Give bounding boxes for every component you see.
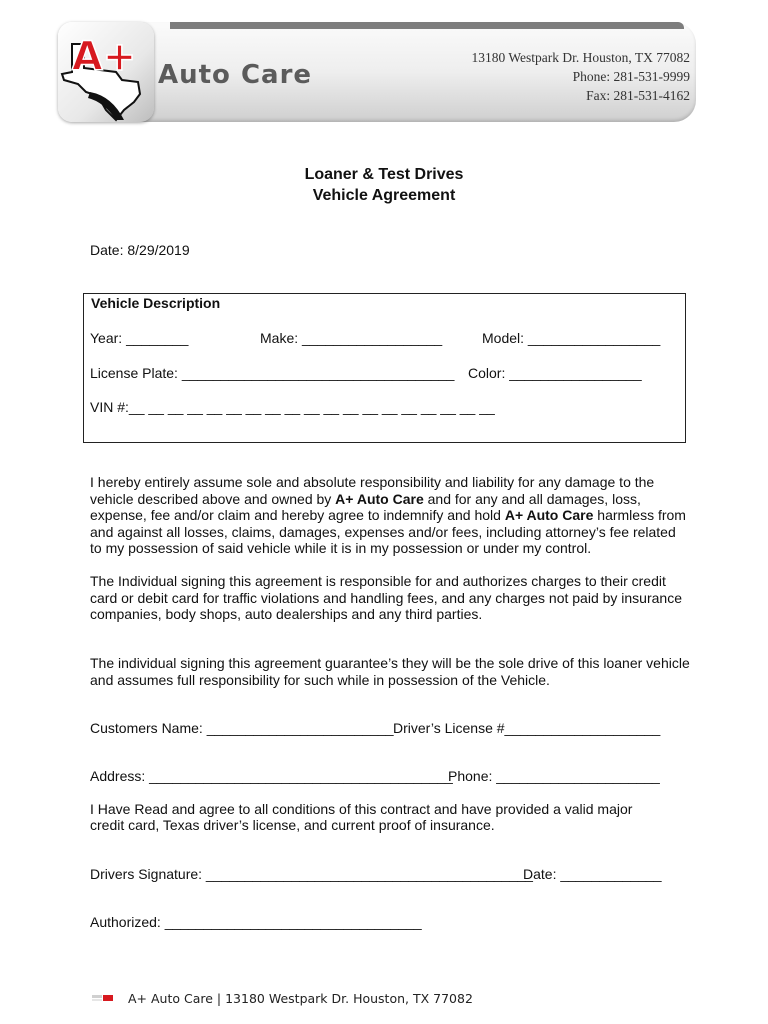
logo-a-plus-letters: A+ [71,34,137,80]
agreement-statement-line-1: I Have Read and agree to all conditions of this contract and have provided a valid major [90,801,633,817]
drivers-license-field[interactable]: Driver’s License #____________________ [393,720,661,736]
document-title-line-2: Vehicle Agreement [312,187,456,204]
liability-text-part-1: I hereby entirely assume sole and absolute responsibility and liability for any damage to the vehicle described above and owned by [90,474,655,507]
brand-mention: A+ Auto Care [504,507,594,523]
company-logo [58,22,154,122]
brand-name: Auto Care [158,60,313,90]
vin-field[interactable]: VIN #:__ __ __ __ __ __ __ __ __ __ __ __ __ __ __ __ __ __ __ [90,399,495,415]
footer-company-line: A+ Auto Care | 13180 Westpark Dr. Houston, TX 77082 [128,991,473,1006]
liability-paragraph [90,474,690,557]
phone-field[interactable]: Phone: _____________________ [448,768,660,784]
vehicle-color-field[interactable]: Color: _________________ [468,365,642,381]
company-phone: Phone: 281-531-9999 [572,69,690,84]
agreement-statement-line-2: credit card, Texas driver’s license, and current proof of insurance. [90,817,495,833]
company-address: 13180 Westpark Dr. Houston, TX 77082 [471,50,690,65]
vehicle-make-field[interactable]: Make: __________________ [260,330,443,346]
signature-date-field[interactable]: Date: _____________ [523,866,662,882]
charges-paragraph: The Individual signing this agreement is responsible for and authorizes charges to their credit card or debit card for traffic violations and handling fees, and any charges not paid by insurance companies, body shops, auto dealerships and any third parties. [90,573,682,622]
company-fax: Fax: 281-531-4162 [586,88,690,103]
address-field[interactable]: Address: _______________________________________ [90,768,453,784]
document-title [0,164,768,206]
agreement-date: Date: 8/29/2019 [90,242,190,258]
footer-logo-mark-icon [92,994,114,1002]
document-title-line-1: Loaner & Test Drives [304,166,464,183]
drivers-signature-field[interactable]: Drivers Signature: __________________________________________ [90,866,533,882]
liability-text-part-3: harmless from and against all losses, claims, damages, expenses and/or fees, including attorney’s fee related to my possession of said vehicle while it is in my possession or under my control. [90,507,686,556]
vehicle-model-field[interactable]: Model: _________________ [482,330,661,346]
texas-map-logo-icon [58,22,154,122]
sole-driver-paragraph: The individual signing this agreement guarantee’s they will be the sole drive of this loaner vehicle and assumes full responsibility for such while in possession of the Vehicle. [90,655,690,688]
authorized-signature-field[interactable]: Authorized: _________________________________ [90,914,422,930]
brand-mention: A+ Auto Care [335,490,424,507]
vehicle-year-field[interactable]: Year: ________ [90,330,189,346]
contact-info [471,48,690,105]
letterhead-top-rule [170,22,684,29]
license-plate-field[interactable]: License Plate: ___________________________________ [90,365,455,381]
liability-text-part-2: and for any and all damages, loss, expense, fee and/or claim and hereby agree to indemnify and hold [90,490,641,523]
customer-name-field[interactable]: Customers Name: ________________________ [90,720,394,736]
vehicle-description-heading: Vehicle Description [91,295,221,311]
